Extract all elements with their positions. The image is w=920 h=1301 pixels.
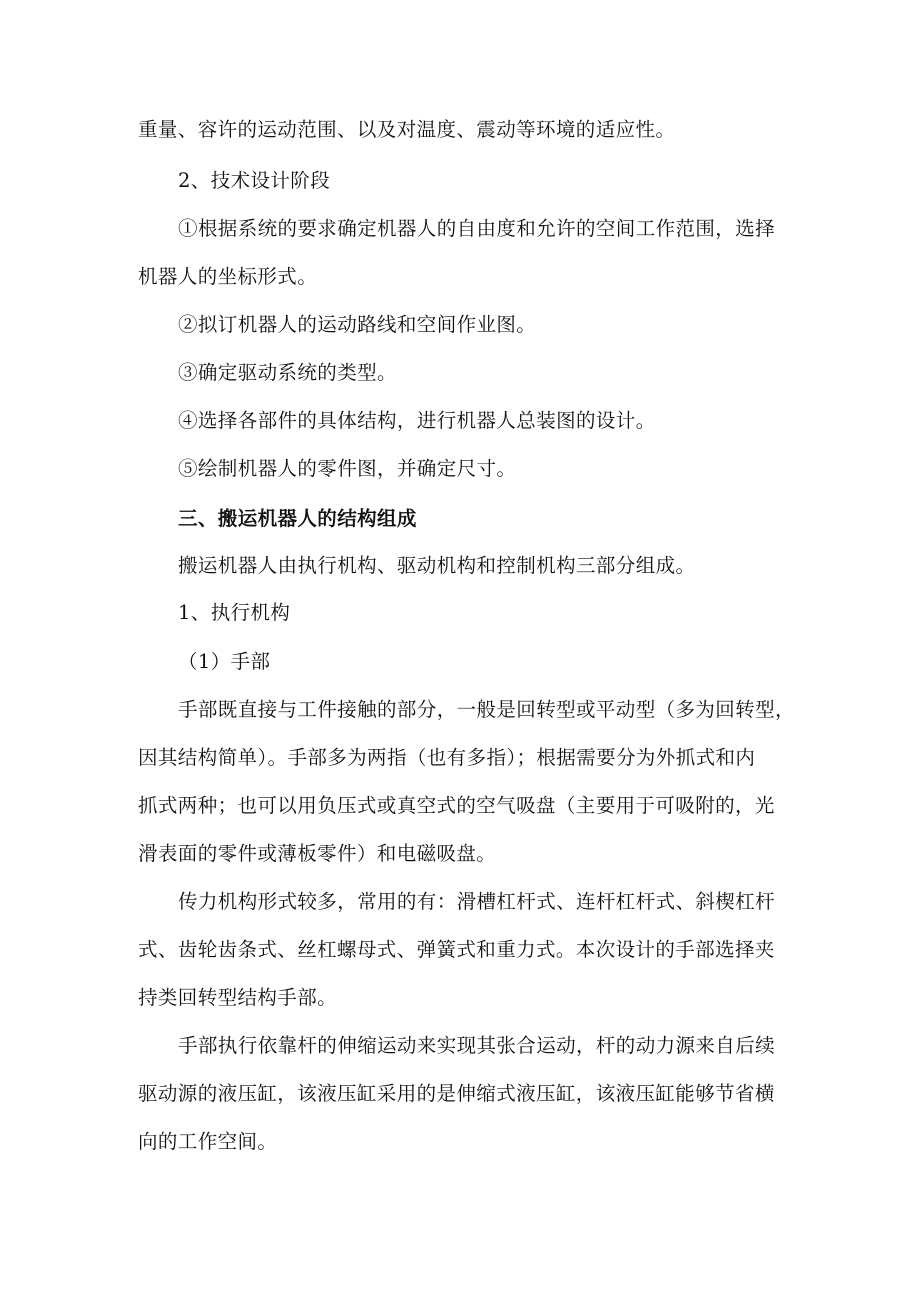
list-item: ①根据系统的要求确定机器人的自由度和允许的空间工作范围，选择 — [178, 217, 776, 240]
text-line: 式、齿轮齿条式、丝杠螺母式、弹簧式和重力式。本次设计的手部选择夹 — [138, 938, 775, 961]
text-line: 因其结构简单）。手部多为两指（也有多指）；根据需要分为外抓式和内 — [138, 746, 756, 769]
text-line: 手部执行依靠杆的伸缩运动来实现其张合运动，杆的动力源来自后续 — [178, 1034, 776, 1057]
text-line: 手部既直接与工件接触的部分，一般是回转型或平动型（多为回转型， — [178, 698, 795, 721]
list-item: ④选择各部件的具体结构，进行机器人总装图的设计。 — [178, 409, 656, 432]
section-heading: 2、技术设计阶段 — [178, 169, 331, 192]
list-item: ②拟订机器人的运动路线和空间作业图。 — [178, 313, 537, 336]
chapter-heading: 三、搬运机器人的结构组成 — [178, 507, 417, 530]
section-heading: 1、执行机构 — [178, 601, 291, 624]
text-line: 传力机构形式较多，常用的有：滑槽杠杆式、连杆杠杆式、斜楔杠杆 — [178, 890, 776, 913]
text-line: 向的工作空间。 — [138, 1130, 278, 1153]
text-line: 机器人的坐标形式。 — [138, 265, 318, 288]
text-line: 重量、容许的运动范围、以及对温度、震动等环境的适应性。 — [138, 118, 676, 141]
list-item: ③确定驱动系统的类型。 — [178, 361, 397, 384]
list-item: ⑤绘制机器人的零件图，并确定尺寸。 — [178, 457, 517, 480]
text-line: 滑表面的零件或薄板零件）和电磁吸盘。 — [138, 842, 497, 865]
subsection-heading: （1）手部 — [178, 650, 271, 673]
text-line: 抓式两种；也可以用负压式或真空式的空气吸盘（主要用于可吸附的，光 — [138, 794, 775, 817]
text-line: 驱动源的液压缸，该液压缸采用的是伸缩式液压缸，该液压缸能够节省横 — [138, 1082, 775, 1105]
text-line: 搬运机器人由执行机构、驱动机构和控制机构三部分组成。 — [178, 554, 696, 577]
text-line: 持类回转型结构手部。 — [138, 986, 338, 1009]
